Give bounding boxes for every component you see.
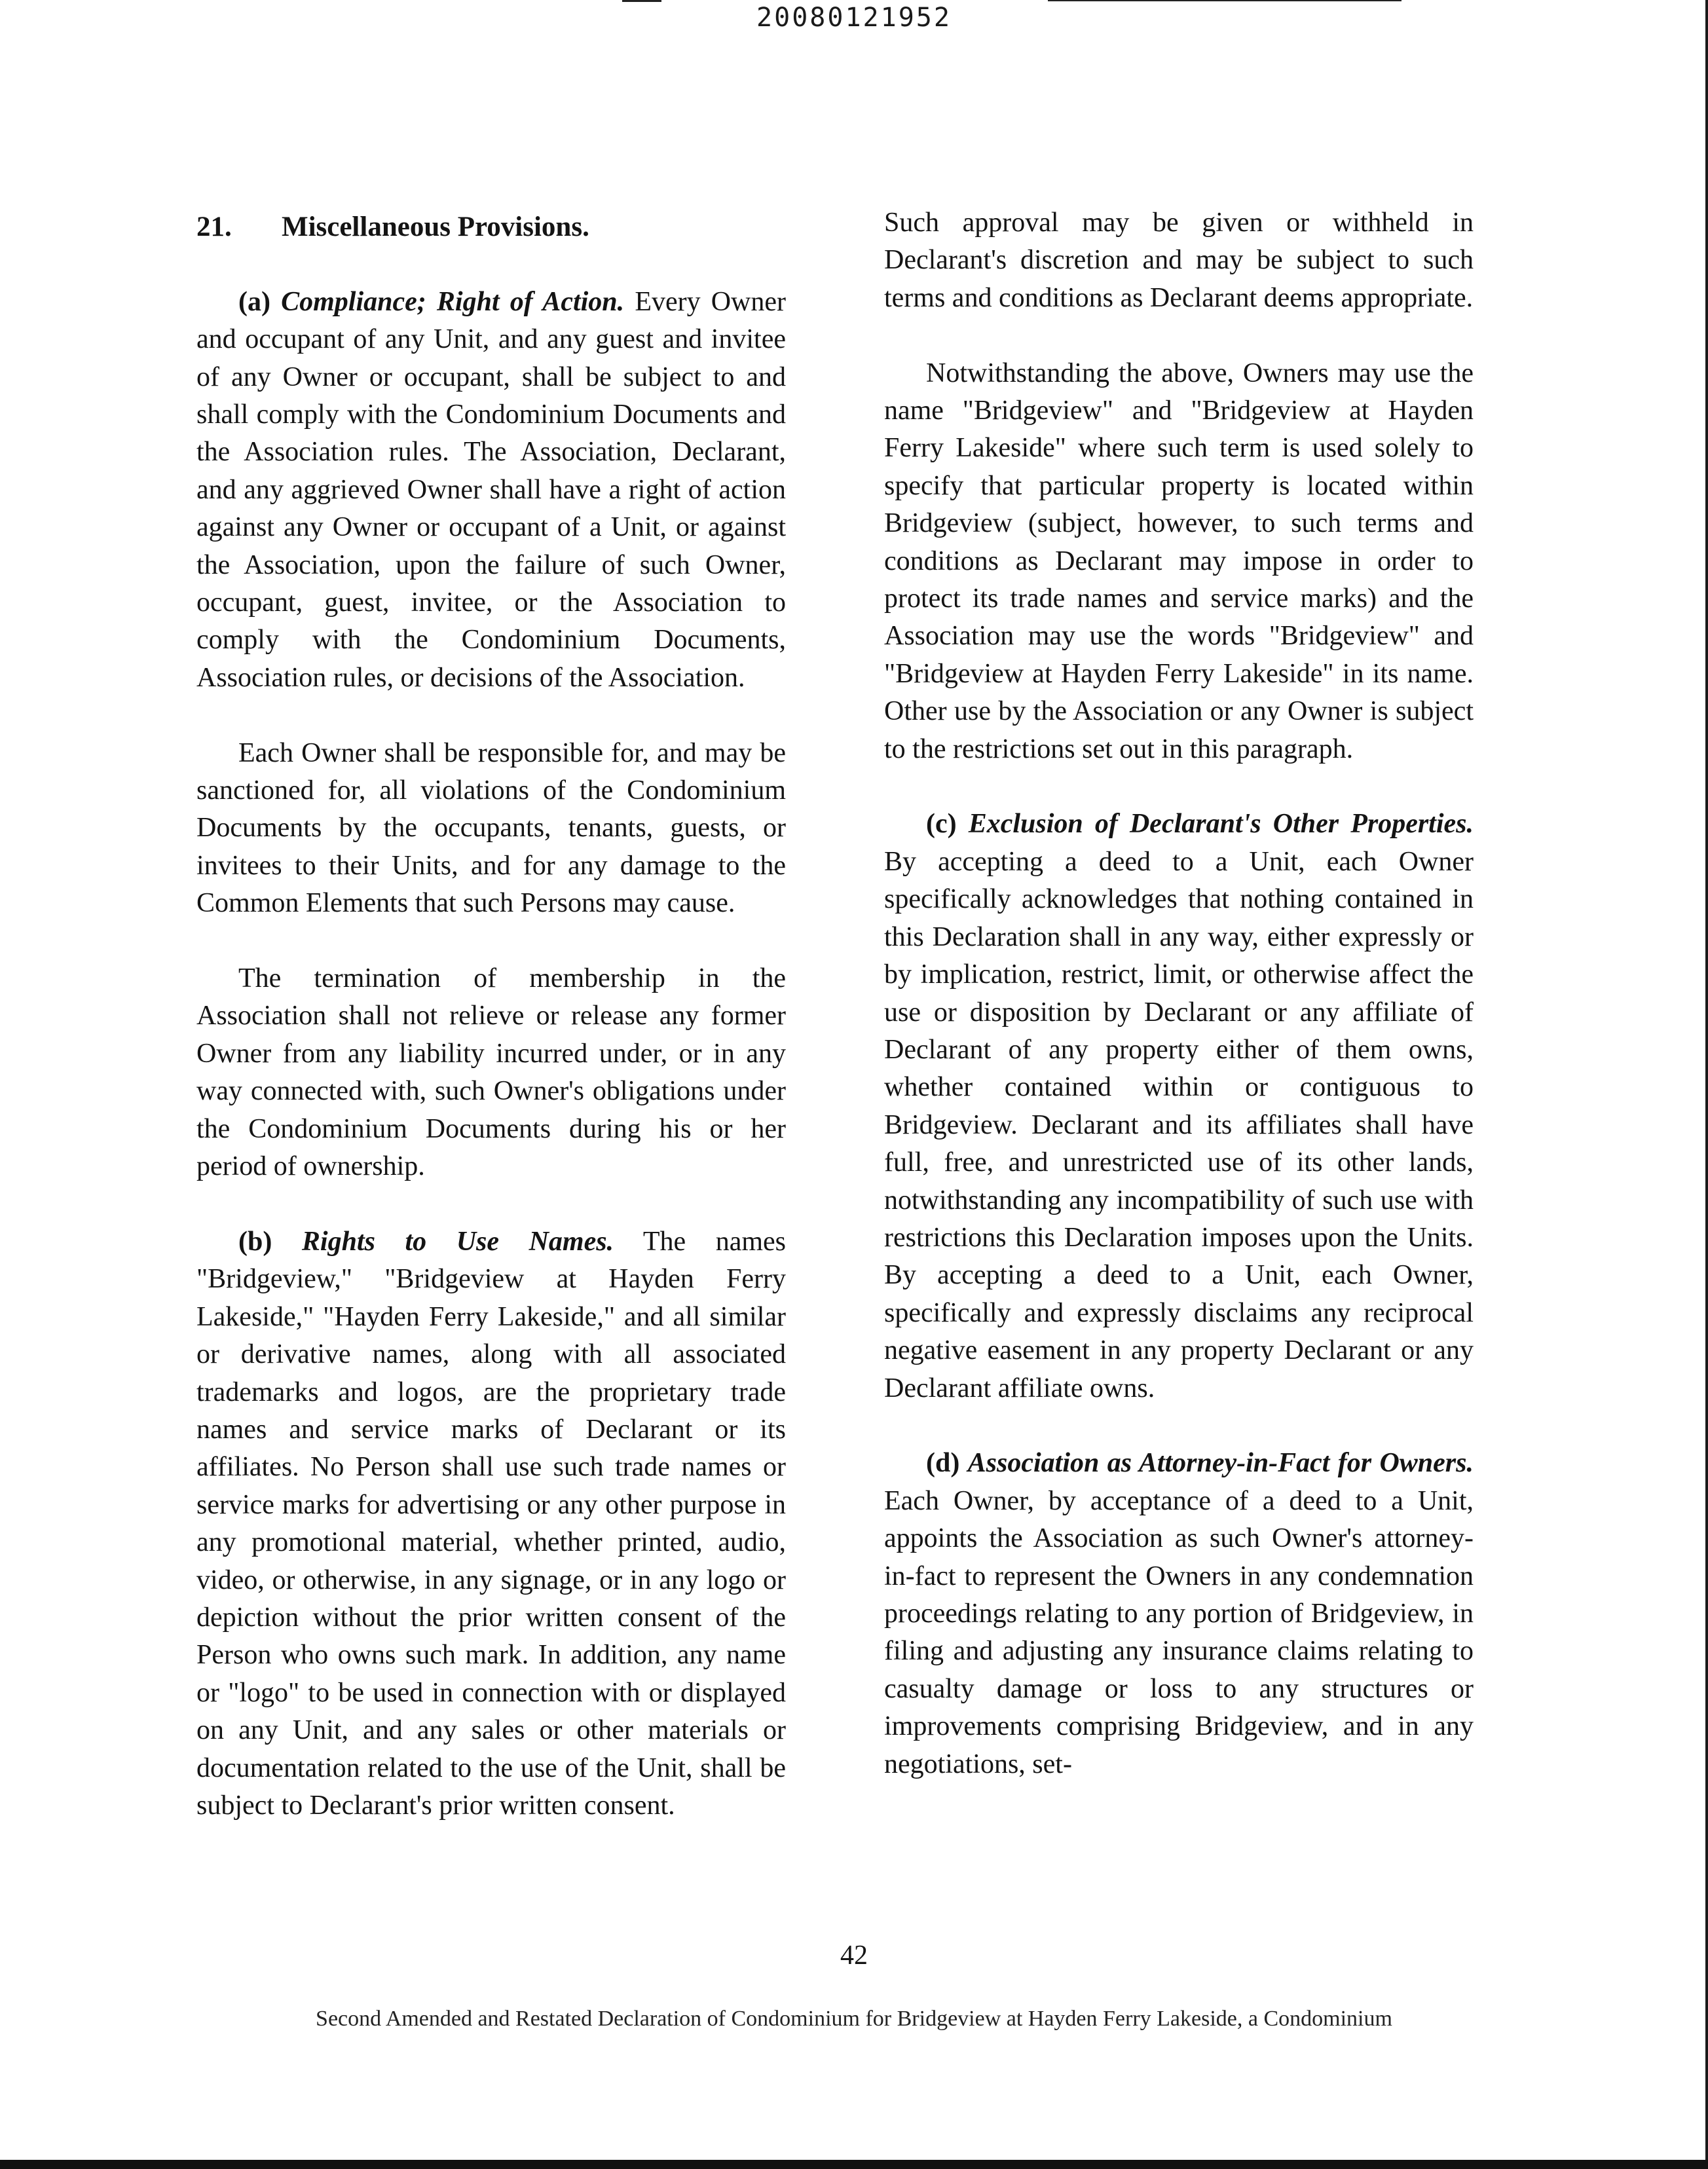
top-rule-left [622,0,661,2]
section-heading: 21. Miscellaneous Provisions. [196,208,786,246]
paragraph-b-text: The names "Bridgeview," "Bridgeview at Hayden Ferry Lakeside," "Hayden Ferry Lakeside," and all similar or derivative names, along with all associated trademarks and logos, are the proprietary trade names and service marks of Declarant or its affiliates. No Person shall use such trade names or service marks for advertising or any other purpose in any promotional material, whether printed, audio, video, or otherwise, in any signage, or in any logo or depiction without the prior written consent of the Person who owns such mark. In addition, any name or "logo" to be used in connection with or displayed on any Unit, and any sales or other materials or documentation related to the use of the Unit, shall be subject to Declarant's prior written consent. [196,1226,786,1821]
paragraph-c-title: Exclusion of Declarant's Other Properties. [968,809,1474,840]
paragraph-c-letter: (c) [926,809,957,840]
paragraph-b-title: Rights to Use Names. [301,1226,614,1257]
paragraph-d-text: Each Owner, by acceptance of a deed to a Unit, appoints the Association as such Owner's attorney-in-fact to represent the Owners in any condemnation proceedings relating to any portion of Bridgeview, in filing and adjusting any insurance claims relating to casualty damage or loss to any structures or improvements comprising Bridgeview, and in any negotiations, set- [884,1485,1474,1779]
paragraph-d-letter: (d) [926,1448,960,1479]
paragraph-b-letter: (b) [238,1226,272,1257]
top-rule-right [1048,0,1402,1]
paragraph-b [196,1223,786,1825]
paragraph-d [884,1445,1474,1783]
paragraph-a-letter: (a) [238,286,270,317]
paragraph-a [196,284,786,697]
paragraph-a-3: The termination of membership in the Association shall not relieve or release any former Owner from any liability incurred under, or in any way connected with, such Owner's obligations under the Condominium Documents during his or her period of ownership. [196,963,786,1182]
paragraph-b-2: Notwithstanding the above, Owners may use the name "Bridgeview" and "Bridgeview at Hayden Ferry Lakeside" where such term is used solely to specify that particular property is located within Bridgeview (subject, however, to such terms and conditions as Declarant may impose in order to protect its trade names and service marks) and the Association may use the words "Bridgeview" and "Bridgeview at Hayden Ferry Lakeside" in its name. Other use by the Association or any Owner is subject to the restrictions set out in this paragraph. [884,358,1474,764]
scan-edge-bottom [0,2160,1708,2169]
paragraph-c [884,806,1474,1407]
section-number: 21. [196,212,232,242]
document-number: 20080121952 [756,3,952,33]
paragraph-b-continued: Such approval may be given or withheld in Declarant's discretion and may be subject to such terms and conditions as Declarant deems appropriate. [884,208,1474,313]
right-column [884,204,1474,1821]
paragraph-a-text: Every Owner and occupant of any Unit, and any guest and invitee of any Owner or occupant, shall be subject to and shall comply with the Condominium Documents and the Association rules. The Association, Declarant, and any aggrieved Owner shall have a right of action against any Owner or occupant of a Unit, or against the Association, upon the failure of such Owner, occupant, guest, invitee, or the Association to comply with the Condominium Documents, Association rules, or decisions of the Association. [196,286,787,693]
section-title: Miscellaneous Provisions [282,212,583,242]
page-number: 42 [840,1940,868,1971]
paragraph-c-text: By accepting a deed to a Unit, each Owner specifically acknowledges that nothing contained in this Declaration shall in any way, either expressly or by implication, restrict, limit, or otherwise affect the use or disposition by Declarant or any affiliate of Declarant of any property either of them owns, whether contained within or contiguous to Bridgeview. Declarant and its affiliates shall have full, free, and unrestricted use of its other lands, notwithstanding any incompatibility of such use with restrictions this Declaration imposes upon the Units. By accepting a deed to a Unit, each Owner, specifically and expressly disclaims any reciprocal negative easement in any property Declarant or any Declarant affiliate owns. [884,846,1474,1403]
paragraph-a-title: Compliance; Right of Action. [281,286,625,317]
paragraph-d-title: Association as Attorney-in-Fact for Owners. [967,1448,1474,1479]
left-column [196,208,786,1863]
paragraph-a-2: Each Owner shall be responsible for, and may be sanctioned for, all violations of the Condominium Documents by the occupants, tenants, guests, or invitees to their Units, and for any damage to the Common Elements that such Persons may cause. [196,737,786,919]
footer-document-title: Second Amended and Restated Declaration of Condominium for Bridgeview at Hayden Ferry Lakeside, a Condominium [316,2007,1392,2031]
scan-edge-right [1705,0,1708,2169]
